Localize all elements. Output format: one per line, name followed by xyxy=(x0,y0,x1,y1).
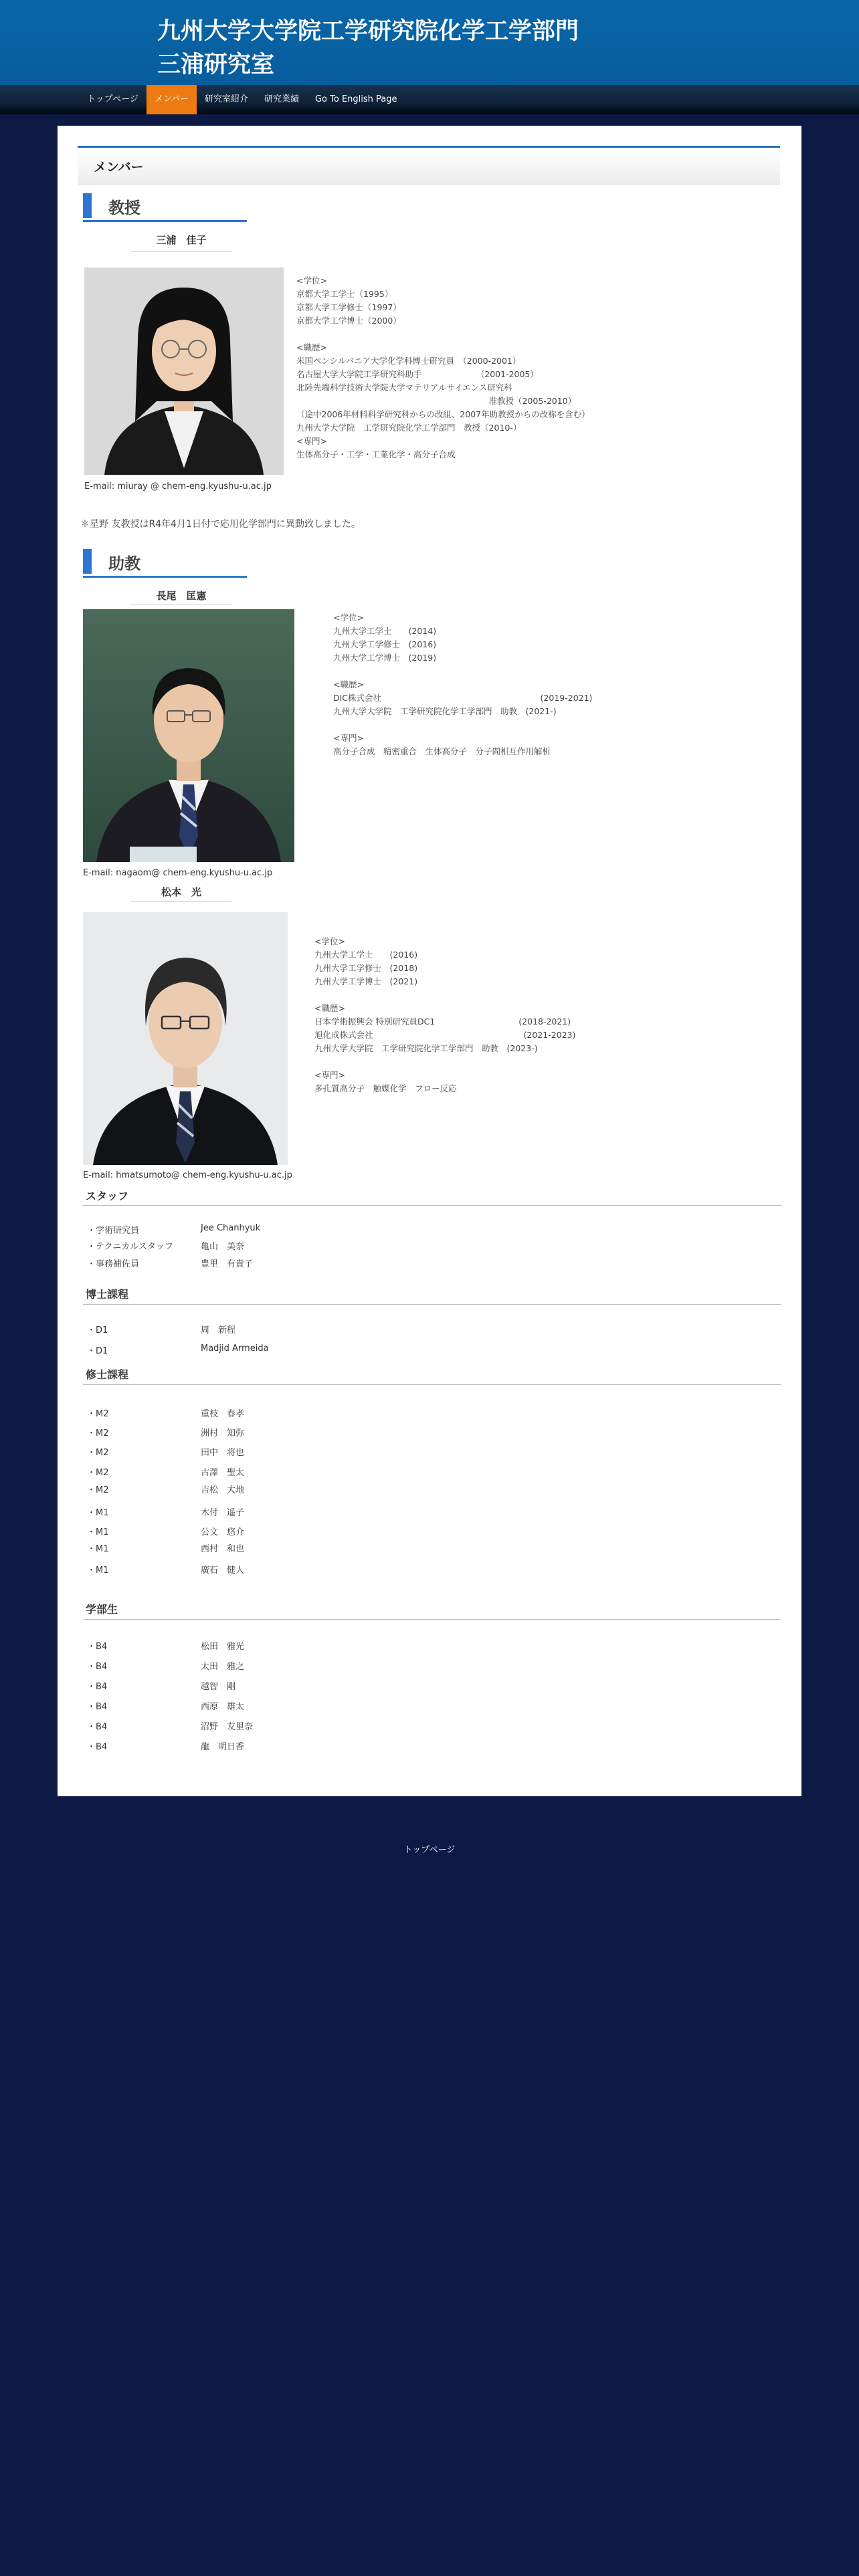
site-title-line2[interactable]: 三浦研究室 xyxy=(157,51,275,78)
nav-item-publications[interactable]: 研究業績 xyxy=(264,94,299,104)
undergrad-heading: 学部生 xyxy=(86,1603,118,1616)
site-header xyxy=(0,0,859,85)
main-nav xyxy=(0,85,859,114)
member-email: E-mail: hmatsumoto@ chem-eng.kyushu-u.ac.jp xyxy=(83,1170,292,1180)
doctoral-heading: 博士課程 xyxy=(86,1288,129,1301)
professor-name: 三浦 佳子 xyxy=(156,234,207,246)
member-info: <学位> 九州大学工学士 (2014) 九州大学工学修士 (2016) 九州大学工学博士 (2019) <職歴> DIC株式会社 (2019-2021) 九州大学大学院 工学研究院化学工学部門 助教 (2021-) <専門> 高分子合成 精密重合 生体高分子 分子間相互作用解析 xyxy=(333,613,593,756)
section-heading-assistant xyxy=(83,549,247,578)
nav-item-english[interactable]: Go To English Page xyxy=(314,94,397,104)
nav-item-lab-intro[interactable]: 研究室紹介 xyxy=(204,94,248,104)
nav-item-members[interactable]: メンバー xyxy=(147,85,197,114)
site-title[interactable] xyxy=(157,15,579,82)
nav-item-top[interactable]: トップページ xyxy=(87,94,138,104)
master-heading: 修士課程 xyxy=(86,1368,129,1381)
professor-email: E-mail: miuray @ chem-eng.kyushu-u.ac.jp xyxy=(84,481,272,492)
member-name: 松本 光 xyxy=(161,886,201,898)
section-heading-text: 助教 xyxy=(108,554,140,573)
professor-info: <学位> 京都大学工学士（1995） 京都大学工学修士（1997） 京都大学工学博士（2000） <職歴> 米国ペンシルバニア大学化学科博士研究員 （2000-2001） 名古屋大学大学院工学研究科助手 （2001-2005） 北陸先端科学技術大学院大学マテリアルサイエンス研究科 准教授（2005-2010） （途中2006年材料科学研究科からの改組、2007年助教授からの改称を含む） 九州大学大学院 工学研究院化学工学部門 教授（2010-） <専門> 生体高分子・工学・工業化学・高分子合成 xyxy=(296,276,590,459)
member-photo xyxy=(83,609,294,862)
notice-text: ＊星野 友教授はR4年4月1日付で応用化学部門に異動致しました。 xyxy=(80,519,361,530)
member-name: 長尾 匡憲 xyxy=(156,590,207,602)
main-content: メンバー 教授 三浦 佳子 <学位> 京都大学工学士（1995） 京都大学工学修士（1997） 京都大学工学博士（2000） <職歴> 米国ペンシルバニア大学化学科博士研究員 （2000-2001） 名古屋大学大学院工学研究科助手 （2001-2005） 北陸先端科学技術大学院大学マテリアルサイエンス研究科 准教授（2005-2010） （途中2006年材料科学研究科からの改組、2007年助教授からの改称を含む） 九州大学大学院 工学研究院化学工学部門 教授（2010-） <専門> 生体高分子・工学・工業化学・高分子合成 E-mail: miuray @ chem-eng.kyushu-u.ac.jp ＊星野 友教授はR4年4月1日付で応用化学部門に異動致しました。 助教 長尾 匡憲 <学位> 九州大学工学士 (2014) 九州大学工学修士 (2016) 九州大学工学博士 (2019) <職歴> DIC株式会社 (2019-2021) 九州大学大学院 工学研究院化学工学部門 助教 (2021-) <専門> 高分子合成 精密重合 生体高分子 分子間相互作用解析 E-mail: nagaom@ chem-eng.kyushu-u.ac.jp 松本 光 <学位> 九州大学工学士 (2016) 九州大学工学修士 (2018) 九州大学工学博士 (2021) <職歴> 日本学術振興会 特別研究員DC1 (2018-2021) 旭化成株式会社 (2021-2023) 九州大学大学院 工学研究院化学工学部門 助教 (2023-) <専門> 多孔質高分子 触媒化学 フロー反応 E-mail: hmatsumoto@ chem-eng.kyushu-u.ac.jp スタッフ ・学術研究員 Jee Chanhyuk ・テクニカルスタッフ 亀山 美奈 ・事務補佐員 豊里 有貴子 博士課程 ・D1 周 新程 ・D1 Madjid Armeida 修士課程 ・M2 重枝 春孝 ・M2 洲村 知弥 ・M2 田中 将也 ・M2 古澤 聖太 ・M2 吉松 大地 ・M1 木付 遥子 ・M1 公文 悠介 ・M1 西村 和也 ・M1 廣石 健人 学部生 ・B4 松田 雅光 ・B4 太田 雅之 ・B4 越智 剛 ・B4 西原 雄太 ・B4 沼野 友里奈 ・B4 龍 明日香 xyxy=(58,126,801,1796)
section-heading-text: 教授 xyxy=(108,199,140,217)
staff-heading: スタッフ xyxy=(86,1190,129,1202)
member-email: E-mail: nagaom@ chem-eng.kyushu-u.ac.jp xyxy=(83,868,273,878)
section-heading-professor xyxy=(83,193,247,222)
footer-top-link[interactable]: トップページ xyxy=(403,1845,456,1855)
page-title: メンバー xyxy=(94,160,144,175)
member-info: <学位> 九州大学工学士 (2016) 九州大学工学修士 (2018) 九州大学工学博士 (2021) <職歴> 日本学術振興会 特別研究員DC1 (2018-2021) 旭化成株式会社 (2021-2023) 九州大学大学院 工学研究院化学工学部門 助教 (2023-) <専門> 多孔質高分子 触媒化学 フロー反応 xyxy=(314,936,576,1093)
professor-photo xyxy=(84,267,284,475)
site-title-line1[interactable]: 九州大学大学院工学研究院化学工学部門 xyxy=(157,18,579,45)
member-photo xyxy=(83,912,288,1165)
page-header xyxy=(78,146,780,185)
